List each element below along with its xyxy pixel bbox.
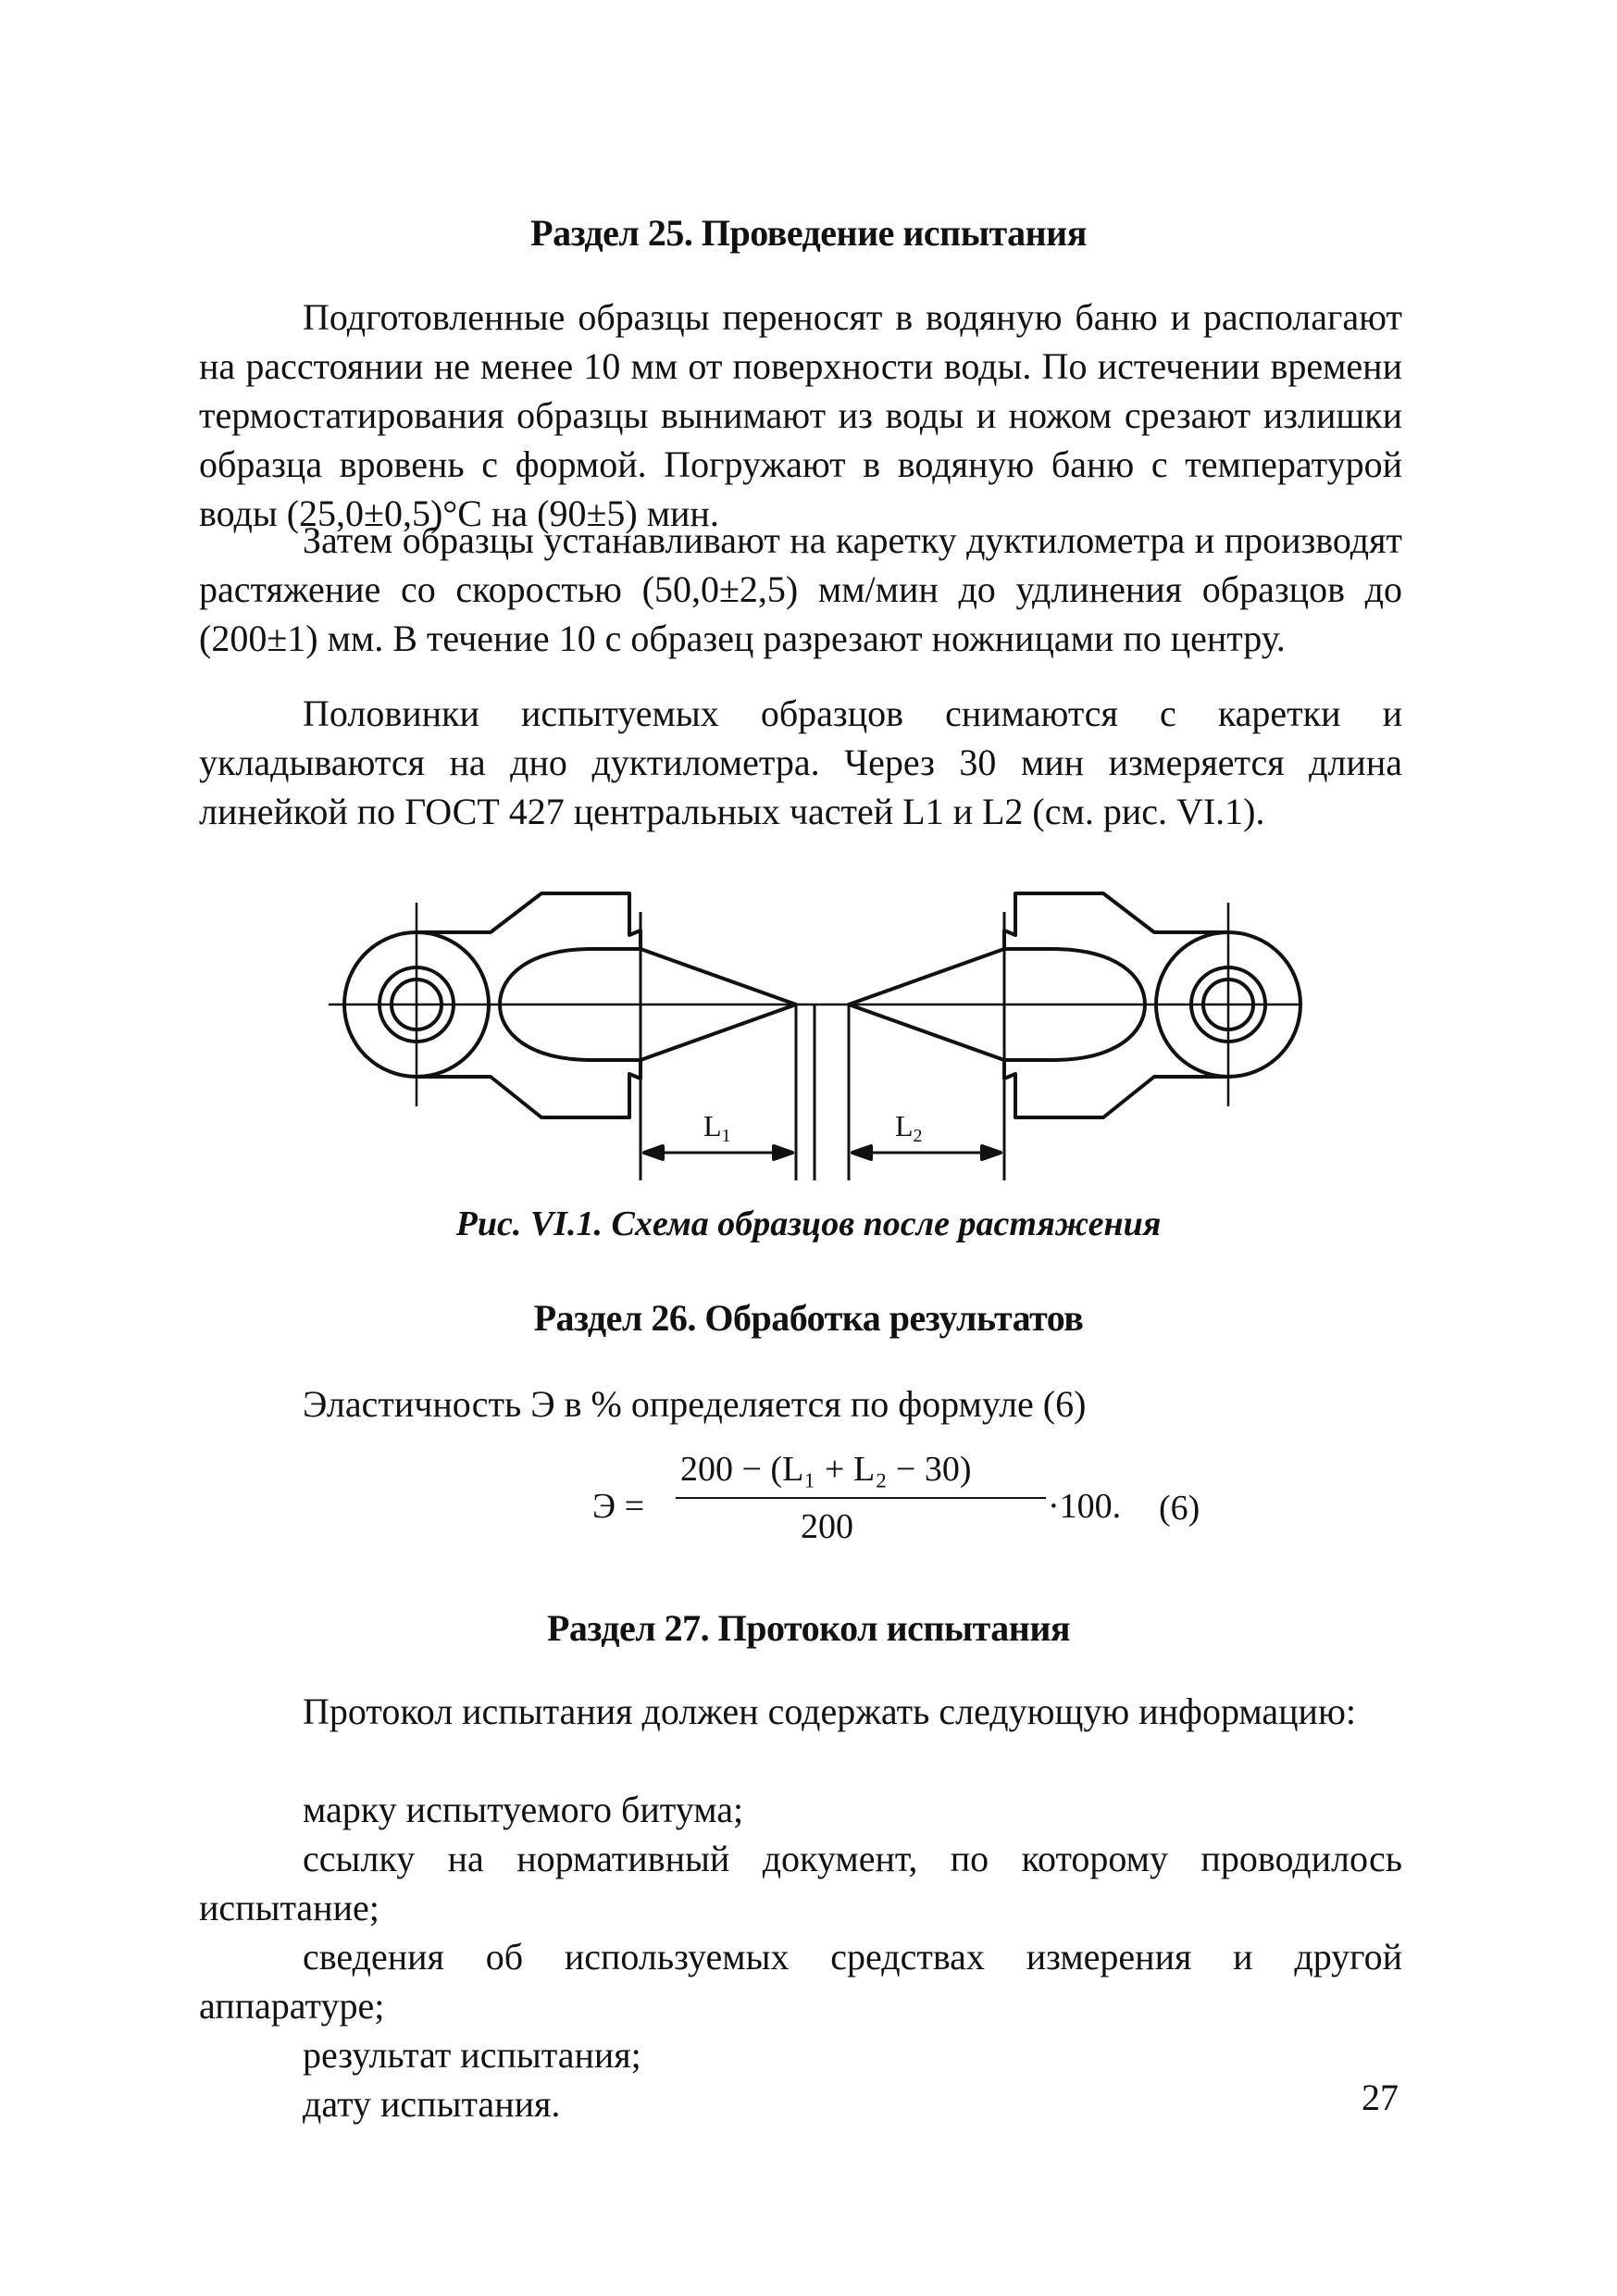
section-25-paragraph-2-text: Затем образцы устанавливают на каретку дуктилометра и производят растяжение со скоростью (50,0±2,5) мм/мин до удлинения образцов до (200±1) мм. В течение 10 с образец разрезают ножницами по центру. — [199, 519, 1402, 659]
elasticity-formula — [592, 1449, 1240, 1569]
section-25-paragraph-2 — [199, 516, 1402, 663]
formula-multiplier: ·100. — [1048, 1487, 1122, 1526]
protocol-item-5: дату испытания. — [303, 2083, 561, 2125]
protocol-item-4: результат испытания; — [303, 2034, 641, 2076]
label-l1: L1 — [703, 1109, 731, 1146]
formula-denominator: 200 — [801, 1507, 853, 1546]
specimen-diagram — [315, 875, 1314, 1190]
section-26-heading: Раздел 26. Обработка результатов — [533, 1297, 1084, 1339]
figure-caption: Рис. VI.1. Схема образцов после растяжения — [455, 1204, 1162, 1243]
formula-number: (6) — [1159, 1489, 1200, 1528]
formula-numerator: 200 − (L₁ + L₂ − 30) — [680, 1450, 972, 1489]
section-25-paragraph-3-text: Половинки испытуемых образцов снимаются с каретки и укладываются на дно дуктилометра. Через 30 мин измеряется длина линейкой по ГОСТ 427 центральных частей L1 и L2 (см. рис. VI.1). — [199, 693, 1402, 832]
left-specimen — [344, 893, 815, 1180]
formula-lhs: Э = — [592, 1487, 645, 1526]
section-26-paragraph-1: Эластичность Э в % определяется по формуле (6) — [303, 1383, 1087, 1425]
protocol-item-2: ссылку на нормативный документ, по которому проводилось испытание; — [199, 1838, 1402, 1928]
specimen-diagram-svg — [315, 875, 1314, 1190]
section-25-heading: Раздел 25. Проведение испытания — [530, 212, 1087, 254]
section-27-intro: Протокол испытания должен содержать следующую информацию: — [303, 1691, 1356, 1732]
section-27-heading: Раздел 27. Протокол испытания — [546, 1607, 1071, 1649]
page-number: 27 — [1362, 2077, 1399, 2118]
fraction-bar — [676, 1497, 1046, 1499]
protocol-item-3: сведения об используемых средствах измерения и другой аппаратуре; — [199, 1936, 1402, 2027]
section-25-paragraph-3 — [199, 689, 1402, 836]
section-25-paragraph-1 — [199, 293, 1402, 538]
label-l2: L2 — [895, 1109, 923, 1146]
section-25-paragraph-1-text: Подготовленные образцы переносят в водяную баню и располагают на расстоянии не менее 10 мм от поверхности воды. По истечении времени термостатирования образцы вынимают из воды и ножом срезают излишки образца вровень с формой. Погружают в водяную баню с температурой воды (25,0±0,5)°С на (90±5) мин. — [199, 296, 1402, 534]
protocol-item-1: марку испытуемого битума; — [303, 1789, 744, 1830]
